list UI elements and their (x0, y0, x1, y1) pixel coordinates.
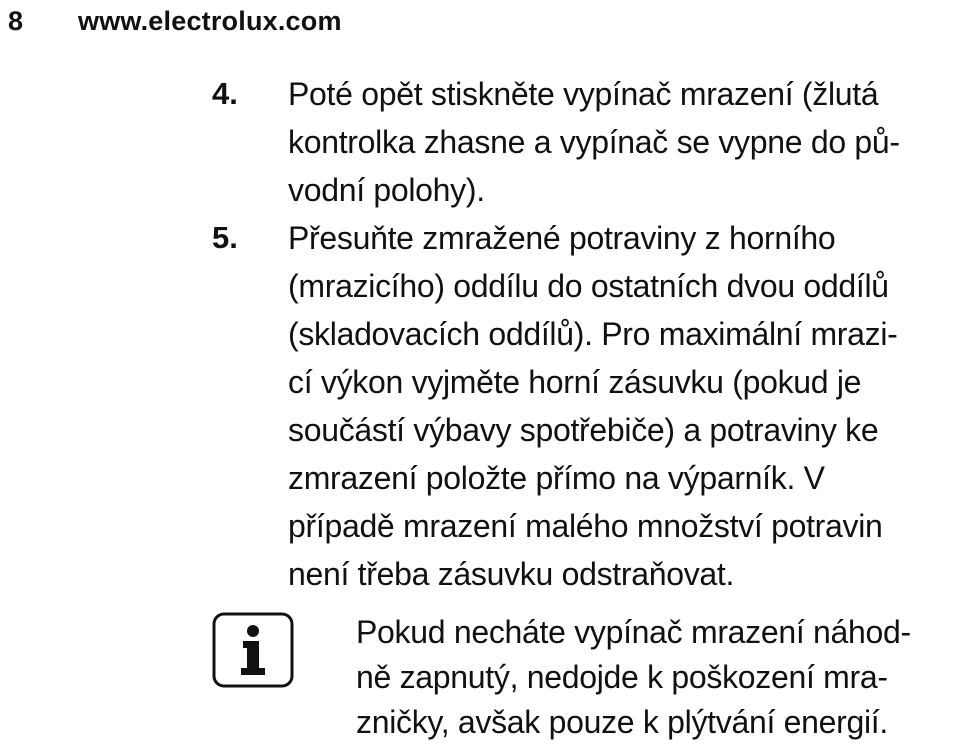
step-text (288, 70, 952, 214)
site-url: www.electrolux.com (78, 5, 342, 36)
step-line: kontrolka zhasne a vypínač se vypne do pů- (288, 124, 900, 160)
step-4 (212, 70, 952, 214)
note-line: zničky, avšak pouze k plýtvání energií. (356, 704, 888, 740)
step-line: Přesuňte zmražené potraviny z horního (288, 220, 836, 256)
step-line: není třeba zásuvku odstraňovat. (288, 556, 735, 592)
page-number: 8 (8, 5, 24, 36)
note-line: Pokud necháte vypínač mrazení náhod- (356, 614, 911, 650)
step-line: Poté opět stiskněte vypínač mrazení (žlutá (288, 76, 879, 112)
step-line: případě mrazení malého množství potravin (288, 508, 883, 544)
step-line: (mrazicího) oddílu do ostatních dvou oddílů (288, 268, 889, 304)
step-5 (212, 214, 952, 598)
step-line: zmrazení položte přímo na výparník. V (288, 460, 825, 496)
info-icon (212, 612, 294, 688)
instruction-steps (212, 70, 952, 598)
page-header (8, 4, 342, 38)
note-text (356, 610, 911, 745)
info-note (212, 610, 952, 745)
step-text (288, 214, 952, 598)
step-line: vodní polohy). (288, 172, 485, 208)
step-line: cí výkon vyjměte horní zásuvku (pokud je (288, 364, 862, 400)
step-number: 5. (212, 220, 238, 255)
note-line: ně zapnutý, nedojde k poškození mra- (356, 659, 888, 695)
step-number: 4. (212, 76, 238, 111)
step-line: součástí výbavy spotřebiče) a potraviny ke (288, 412, 879, 448)
step-line: (skladovacích oddílů). Pro maximální mrazi- (288, 316, 898, 352)
